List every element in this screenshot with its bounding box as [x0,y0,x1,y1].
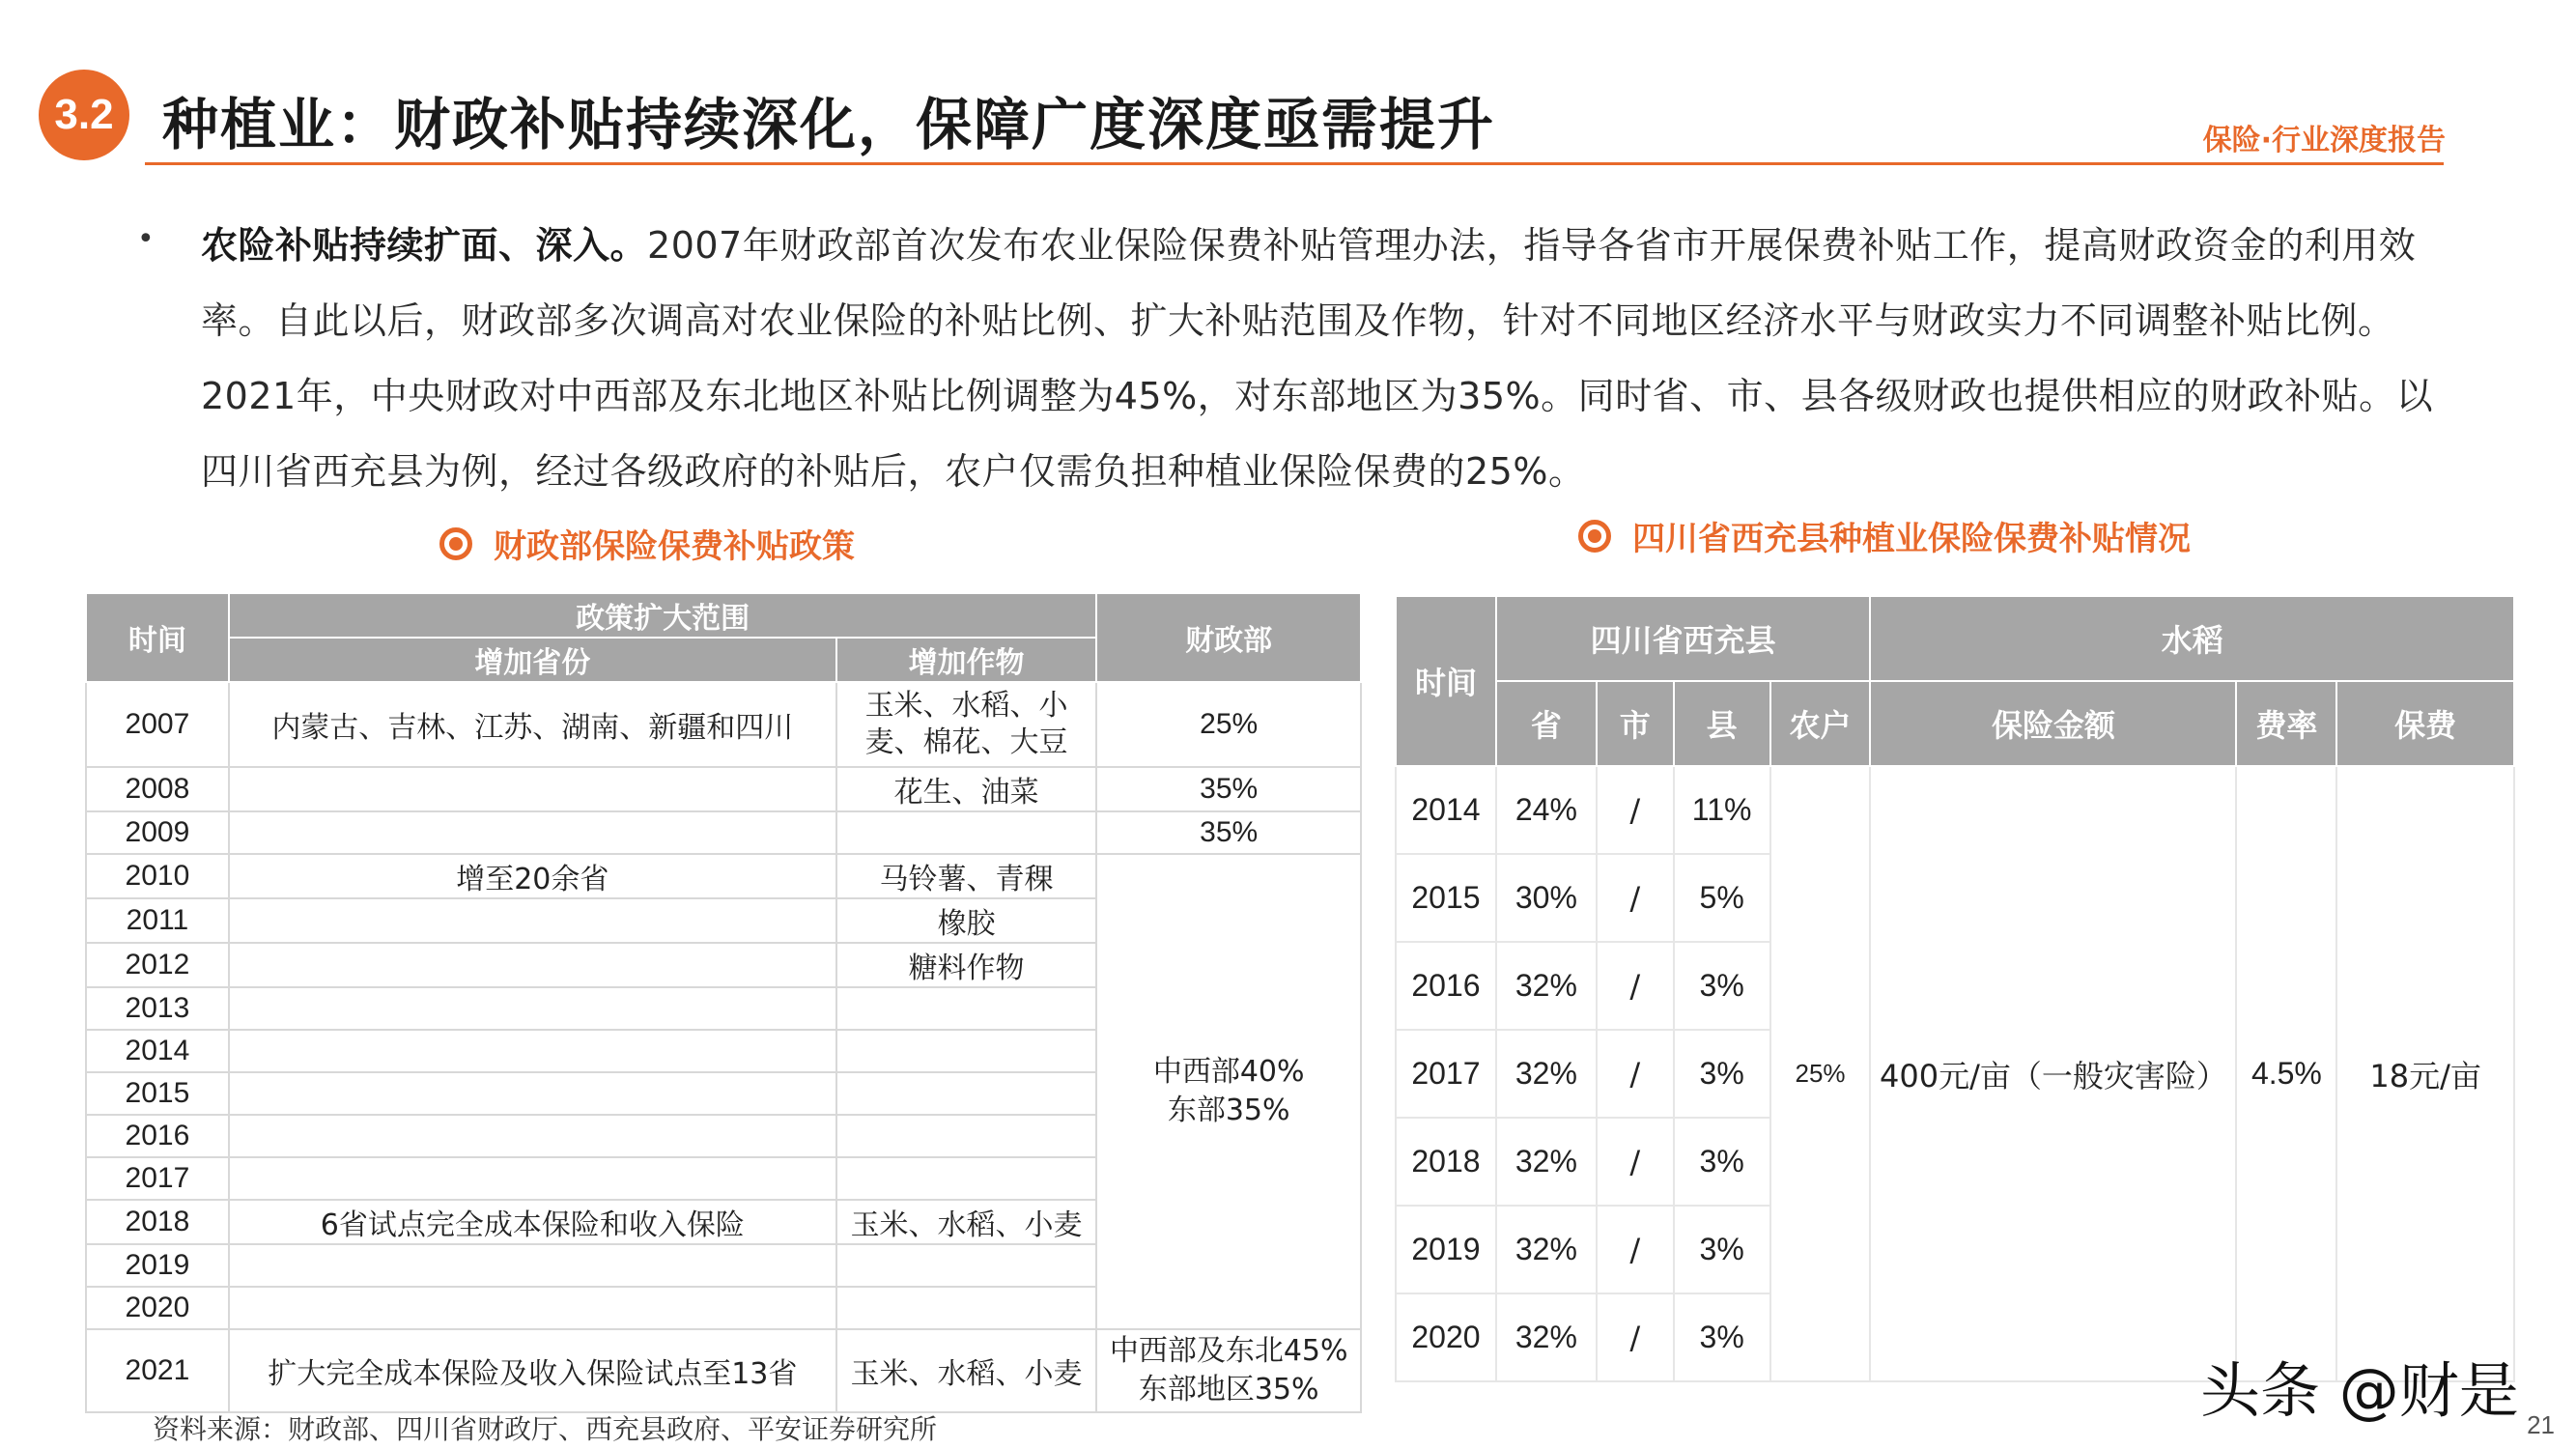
cell-year: 2012 [86,943,229,987]
cell-farmer-merged: 25% [1770,766,1871,1381]
cell-provinces [229,1072,836,1115]
cell-provinces [229,811,836,854]
subsidy-policy-table [85,592,1362,1413]
header-provinces: 增加省份 [229,638,836,682]
header-rate: 费率 [2236,681,2336,766]
table2-heading [1578,512,2191,559]
cell-county: 5% [1674,854,1770,942]
cell-year: 2019 [86,1244,229,1287]
header-county-level: 县 [1674,681,1770,766]
cell-ministry: 35% [1096,811,1361,854]
cell-crops: 玉米、水稻、小麦 [836,1329,1097,1412]
cell-province: 30% [1496,854,1597,942]
cell-city: / [1597,942,1674,1030]
cell-year: 2010 [86,854,229,898]
cell-city: / [1597,766,1674,854]
cell-year: 2017 [86,1157,229,1200]
cell-provinces [229,1287,836,1329]
header-crops: 增加作物 [836,638,1097,682]
cell-crops: 马铃薯、青稞 [836,854,1097,898]
cell-provinces [229,767,836,811]
section-number: 3.2 [54,91,114,138]
cell-provinces: 内蒙古、吉林、江苏、湖南、新疆和四川 [229,682,836,767]
cell-crops [836,1115,1097,1157]
cell-provinces [229,987,836,1030]
table1-heading [439,520,855,567]
cell-county: 3% [1674,1206,1770,1293]
target-icon [1578,520,1611,553]
report-tag: 保险·行业深度报告 [2202,124,2446,157]
xichong-subsidy-table [1395,595,2515,1382]
cell-year: 2014 [86,1030,229,1072]
section-number-badge [39,70,129,160]
cell-province: 32% [1496,1118,1597,1206]
cell-year: 2015 [86,1072,229,1115]
cell-ministry: 中西部及东北45% 东部地区35% [1096,1329,1361,1412]
body-paragraph [201,208,2442,509]
cell-city: / [1597,1206,1674,1293]
cell-crops [836,1030,1097,1072]
cell-city: / [1597,854,1674,942]
cell-year: 2015 [1396,854,1496,942]
header-city: 市 [1597,681,1674,766]
cell-crops: 糖料作物 [836,943,1097,987]
cell-provinces [229,1030,836,1072]
table-row [86,854,1361,898]
cell-provinces: 6省试点完全成本保险和收入保险 [229,1200,836,1244]
header-rice: 水稻 [1870,596,2514,681]
cell-year: 2018 [86,1200,229,1244]
body-text: 2007年财政部首次发布农业保险保费补贴管理办法，指导各省市开展保费补贴工作，提高财政资金的利用效率。自此以后，财政部多次调高对农业保险的补贴比例、扩大补贴范围及作物，针对不同地区经济水平与财政实力不同调整补贴比例。2021年，中央财政对中西部及东北地区补贴比例调整为45%，对东部地区为35%。同时省、市、县各级财政也提供相应的财政补贴。以四川省西充县为例，经过各级政府的补贴后，农户仅需负担种植业保险保费的25%。 [201,224,2434,493]
cell-province: 32% [1496,1293,1597,1381]
cell-crops [836,987,1097,1030]
cell-year: 2020 [86,1287,229,1329]
cell-rate-merged: 4.5% [2236,766,2336,1381]
cell-county: 11% [1674,766,1770,854]
cell-county: 3% [1674,942,1770,1030]
cell-provinces [229,1115,836,1157]
cell-year: 2016 [86,1115,229,1157]
header-farmer: 农户 [1770,681,1871,766]
cell-year: 2011 [86,898,229,943]
cell-ministry: 35% [1096,767,1361,811]
cell-year: 2019 [1396,1206,1496,1293]
cell-crops: 玉米、水稻、小麦 [836,1200,1097,1244]
cell-provinces: 增至20余省 [229,854,836,898]
cell-county: 3% [1674,1293,1770,1381]
page-number: 21 [2527,1410,2555,1439]
cell-year: 2017 [1396,1030,1496,1118]
table-row [1396,766,2514,854]
cell-year: 2018 [1396,1118,1496,1206]
cell-crops [836,1244,1097,1287]
page-title: 种植业：财政补贴持续深化，保障广度深度亟需提升 [162,92,1496,157]
cell-year: 2014 [1396,766,1496,854]
cell-year: 2021 [86,1329,229,1412]
target-icon [439,527,472,560]
bullet-dot: • [137,222,155,256]
table-row [86,767,1361,811]
cell-crops [836,1157,1097,1200]
cell-province: 24% [1496,766,1597,854]
header-premium: 保费 [2336,681,2514,766]
header-province: 省 [1496,681,1597,766]
cell-provinces [229,1157,836,1200]
cell-city: / [1597,1118,1674,1206]
cell-year: 2013 [86,987,229,1030]
cell-premium-merged: 18元/亩 [2336,766,2514,1381]
source-note: 资料来源：财政部、四川省财政厅、西充县政府、平安证券研究所 [153,1413,938,1445]
cell-crops: 花生、油菜 [836,767,1097,811]
cell-ministry: 25% [1096,682,1361,767]
cell-crops [836,1287,1097,1329]
cell-provinces [229,943,836,987]
table-row [86,682,1361,767]
table2-title: 四川省西充县种植业保险保费补贴情况 [1632,520,2191,558]
cell-ministry-merged: 中西部40% 东部35% [1096,854,1361,1329]
cell-amount-merged: 400元/亩（一般灾害险） [1870,766,2236,1381]
cell-crops [836,811,1097,854]
cell-city: / [1597,1030,1674,1118]
cell-provinces [229,1244,836,1287]
body-lead: 农险补贴持续扩面、深入。 [201,224,648,267]
header-time: 时间 [1396,596,1496,766]
header-time: 时间 [86,593,229,682]
table-row [86,1329,1361,1412]
cell-crops: 玉米、水稻、小麦、棉花、大豆 [836,682,1097,767]
cell-year: 2009 [86,811,229,854]
table1-title: 财政部保险保费补贴政策 [494,527,855,566]
table-row [86,811,1361,854]
watermark: 头条 @财是 [2200,1355,2519,1426]
cell-year: 2016 [1396,942,1496,1030]
cell-county: 3% [1674,1118,1770,1206]
title-divider [145,162,2444,165]
header-ministry: 财政部 [1096,593,1361,682]
header-amount: 保险金额 [1870,681,2236,766]
header-scope: 政策扩大范围 [229,593,1097,638]
cell-provinces: 扩大完全成本保险及收入保险试点至13省 [229,1329,836,1412]
cell-province: 32% [1496,942,1597,1030]
cell-year: 2020 [1396,1293,1496,1381]
cell-province: 32% [1496,1030,1597,1118]
cell-year: 2007 [86,682,229,767]
cell-city: / [1597,1293,1674,1381]
header-county: 四川省西充县 [1496,596,1871,681]
cell-year: 2008 [86,767,229,811]
cell-province: 32% [1496,1206,1597,1293]
cell-crops: 橡胶 [836,898,1097,943]
cell-crops [836,1072,1097,1115]
cell-county: 3% [1674,1030,1770,1118]
cell-provinces [229,898,836,943]
